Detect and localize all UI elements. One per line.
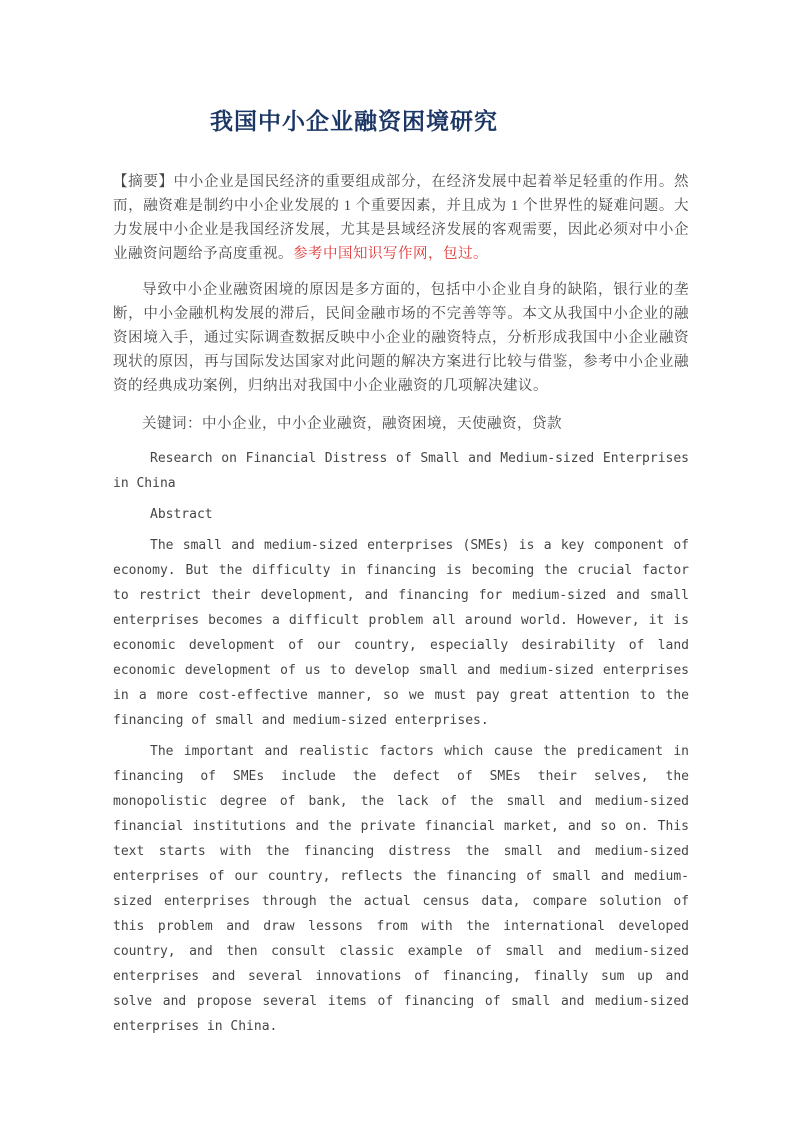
- abstract-label: Abstract: [150, 507, 213, 522]
- english-paragraph-2: The important and realistic factors which cause the predicament in financing of SMEs include the defect of SMEs their selves, the monopolistic degree of bank, the lack of the small and medium-sized financial institutions and the private financial market, and so on. This text starts with the financing distress the small and medium-sized enterprises of our country, reflects the financing of small and medium-sized enterprises through the actual census data, compare solution of this problem and draw lessons from with the international developed country, and then consult classic example of small and medium-sized enterprises and several innovations of financing, finally sum up and solve and propose several items of financing of small and medium-sized enterprises in China.: [113, 744, 689, 1034]
- keywords-line: 关键词：中小企业，中小企业融资，融资困境，天使融资，贷款: [142, 416, 562, 432]
- promo-red-text: 参考中国知识写作网，包过。: [293, 246, 488, 262]
- abstract-paragraph-cn: [113, 170, 689, 266]
- document-content: [113, 106, 689, 1045]
- document-title: 我国中小企业融资困境研究: [210, 108, 498, 134]
- english-paragraph-1: The small and medium-sized enterprises (SMEs) is a key component of economy. But the difficulty in financing is becoming the crucial factor to restrict their development, and financing for medium-sized and small enterprises becomes a difficult problem all around world. However, it is economic development of our country, especially desirability of land economic development of us to develop small and medium-sized enterprises in a more cost-effective manner, so we must pay great attention to the financing of small and medium-sized enterprises.: [113, 538, 689, 728]
- abstract-text-cn: 【摘要】中小企业是国民经济的重要组成部分，在经济发展中起着举足轻重的作用。然而，融资难是制约中小企业发展的 1 个重要因素，并且成为 1 个世界性的疑难问题。大力发展中小企业是我国经济发展，尤其是县域经济发展的客观需要，因此必须对中小企业融资问题给予高度重视。: [113, 174, 689, 262]
- body-paragraph-cn: 导致中小企业融资困境的原因是多方面的，包括中小企业自身的缺陷，银行业的垄断，中小金融机构发展的滞后，民间金融市场的不完善等等。本文从我国中小企业的融资困境入手，通过实际调查数据反映中小企业的融资特点，分析形成我国中小企业融资现状的原因，再与国际发达国家对此问题的解决方案进行比较与借鉴，参考中小企业融资的经典成功案例，归纳出对我国中小企业融资的几项解决建议。: [113, 282, 689, 394]
- english-title: Research on Financial Distress of Small and Medium-sized Enterprises in China: [113, 451, 689, 491]
